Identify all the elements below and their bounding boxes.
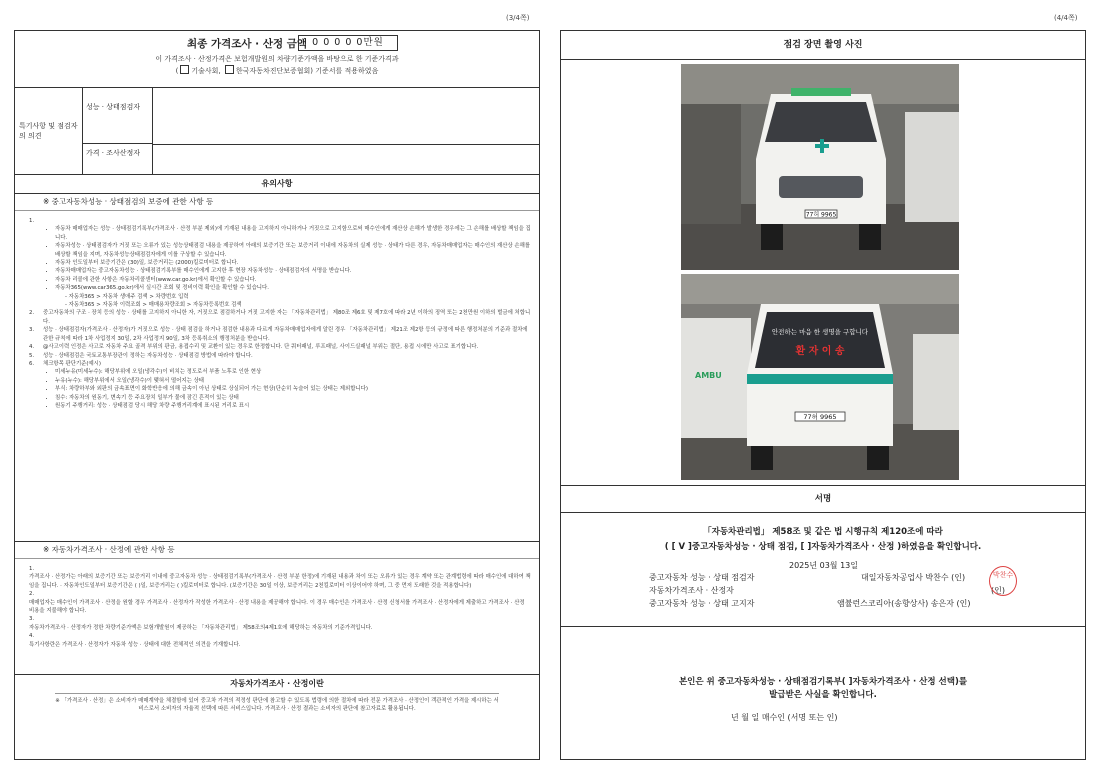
- item-number: 3.: [29, 327, 35, 334]
- bullet-list: [29, 368, 531, 410]
- pricing-list: [15, 559, 539, 675]
- item-body: [29, 573, 531, 590]
- bullet-item: • 자동차365(www.car365.go.kr)에서 실시간 조회 및 정비이력 확인을 확인할 수 있습니다.: [55, 284, 531, 292]
- bullet-item: • 미세누유(미세누수): 해당부위에 오일(냉각수)이 비치는 정도로서 부품 노후로 인한 현상: [55, 368, 531, 376]
- item-text: 성능 · 상태점검은 국토교통부장관이 정하는 자동차성능 · 상태점검 방법에 따라야 합니다.: [43, 352, 253, 359]
- item-number: 3.: [29, 616, 35, 623]
- front-plate-text: 77허 9965: [805, 211, 837, 219]
- item-number: 2.: [29, 591, 35, 598]
- item-body: [29, 641, 531, 649]
- buyer-confirmation-line2: 발급받은 사실을 확인합니다.: [769, 690, 877, 700]
- special-notes-section: [15, 88, 539, 175]
- item-number: 5.: [29, 352, 35, 359]
- rear-window-banner: 환 자 이 송: [795, 346, 845, 357]
- page-number-right: (4/4쪽): [1054, 14, 1078, 22]
- bullet-item: • 자동차성능 · 상태점검자가 거짓 또는 오류가 있는 성능상태점검 내용을 제공하여 아래의 보증기간 또는 보증거리 이내에 자동차의 실제 성능 · 상태가 다른 경우, 자동차매매업자는 매수인의 재산상 손해를 배상할 책임을 지며, 자동차성능상태점검자에게 이를 구상할 수 있습니다.: [55, 242, 531, 259]
- item-number: 1.: [29, 566, 35, 572]
- item-number: 4.: [29, 344, 35, 351]
- inspection-page-3: [14, 30, 540, 760]
- caution-list: [15, 211, 539, 542]
- page-number-left: (3/4쪽): [506, 14, 530, 22]
- seal-stamp: 박찬수: [989, 566, 1017, 596]
- item-body: [43, 326, 531, 343]
- signature-title: 서명: [561, 486, 1085, 513]
- side-text: AMBU: [695, 371, 722, 380]
- numbered-item: [29, 217, 531, 225]
- final-price-amount: 0 0 0 0 0만원: [298, 35, 398, 51]
- buyer-confirmation-line1: 본인은 위 중고자동차성능 · 상태점검기록부( ]자동차가격조사 · 산정 선택)를: [678, 677, 968, 687]
- sub-item: - 자동차365 > 자동차 생애주 검색 > 차량번호 입력: [65, 293, 189, 300]
- buyer-signature-line: 년 월 일 매수인 (서명 또는 인): [731, 713, 838, 722]
- final-price-title: 최종 가격조사 · 산정 금액: [187, 38, 308, 50]
- law-reference: 「자동차관리법」 제58조 및 같은 법 시행규칙 제120조에 따라: [703, 527, 943, 537]
- special-notes-label: 특기사항 및 점검자의 의견: [15, 88, 83, 174]
- front-photo: [681, 64, 959, 270]
- item-text: 성능 · 상태점검자(가격조사 · 산정자)가 거짓으로 성능 · 상태 점검을 하거나 점검한 내용과 다르게 자동차매매업자에게 알린 경우 「자동차관리법」 제21조 제2항 등의 규정에 따른 행정처분의 기준과 절차에 관한 규칙에 따라 1차 사업정지 30일, 2차 사업정지 90일, 3차 등록취소의 행정처분을 받습니다.: [43, 327, 528, 342]
- bullet-item: • 부식: 차량하부와 외판의 금속표면이 화학반응에 의해 금속이 아닌 상태로 상실되어 가는 현상(단순히 녹슬어 있는 상태는 제외합니다): [55, 385, 531, 393]
- numbered-item: [29, 309, 531, 326]
- item-text: 중고자동차의 구조 · 장치 등의 성능 · 상태를 고지하지 아니한 자, 거짓으로 점검하거나 거짓 고지한 자는 「자동차관리법」 제80조 제6호 및 제7호에 따라 2년 이하의 징역 또는 2천만원 이하의 벌금에 처합니다.: [43, 310, 531, 325]
- bullet-item: • 자동차 매매업자는 성능 · 상태점검기록부(가격조사 · 산정 부분 제외)에 기재된 내용을 고지하지 아니하거나 거짓으로 고지함으로써 매수인에게 재산상 손해가 발생한 경우에는 그 손해를 배상할 책임을 집니다.: [55, 225, 531, 242]
- numbered-item: [29, 632, 531, 649]
- appraiser-opinion-label: 가격 · 조사산정자: [83, 144, 153, 174]
- item-text: 체크항목 판단기준(예시): [43, 360, 101, 367]
- bullet-item: • 침수: 자동차의 원동기, 변속기 등 주요장치 일부가 물에 잠긴 흔적이 있는 상태: [55, 394, 531, 402]
- item-text: 자동차가격조사 · 산정자가 정한 차량기준가액은 보험개발원이 제공하는 「자동차관리법」 제58조의4제1호에 해당하는 자동차의 기준가격입니다.: [29, 624, 373, 631]
- item-number: 4.: [29, 633, 35, 640]
- signer-value: 대일자동차공업사 박찬수 (인): [861, 573, 966, 582]
- signature-date: 2025년 03월 13일: [789, 561, 858, 570]
- definition-body: ※ 「가격조사 · 산정」은 소비자가 매매계약을 체결함에 있어 중고차 가격의 적정성 판단에 참고할 수 있도록 법령에 의한 절차에 따라 전문 가격조사 · 산정인이 객관적인 가격을 제시하는 서비스로서 소비자의 자율적 선택에 따른 서비스입니다. 가격조사 · 산정 결과는 소비자의 판단에 참고자료로 활용됩니다.: [55, 698, 499, 713]
- numbered-item: [29, 360, 531, 368]
- signature-section: [561, 513, 1085, 627]
- item-number: 2.: [29, 310, 35, 317]
- final-price-header: [15, 31, 539, 88]
- numbered-item: [29, 565, 531, 590]
- caution-title: 유의사항: [15, 175, 539, 194]
- numbered-item: [29, 590, 531, 615]
- divider: [153, 144, 539, 145]
- item-text: 특기사항란은 가격조사 · 산정자가 자동차 성능 · 상태에 대한 전체적인 의견을 기재합니다.: [29, 641, 241, 648]
- item-body: [29, 624, 531, 632]
- numbered-item: [29, 352, 531, 360]
- pricing-subtitle: ※ 자동차가격조사 · 산정에 관한 사항 등: [15, 542, 539, 559]
- item-number: 6.: [29, 360, 35, 367]
- item-body: [43, 360, 101, 368]
- bullet-item: • 원동기 주행거리: 성능 · 상태점검 당시 해당 차량 주행거리계에 표시된 거리로 표시: [55, 402, 531, 410]
- photo-section: [561, 60, 1085, 486]
- bullet-list: [29, 225, 531, 292]
- sub-item: - 자동차365 > 자동차 이력조회 > 매매용차량조회 > 자동차등록번호 검색: [65, 302, 242, 309]
- item-body: [43, 352, 253, 360]
- signer-label: 중고자동차 성능 · 상태 고지자: [649, 599, 755, 608]
- definition-title: 자동차가격조사 · 산정이란: [55, 675, 499, 694]
- item-body: [29, 599, 531, 616]
- signer-value: 앰뷸런스코리아(송향상사) 송은자 (인): [837, 599, 971, 608]
- caution-subtitle: ※ 중고자동차성능 · 상태점검의 보증에 관한 사항 등: [15, 194, 539, 211]
- item-text: @사고이력 인정은 사고로 자동차 주요 골격 부위의 판금, 용접수리 및 교환이 있는 경우로 한정합니다. 단 쿼터패널, 루프패널, 사이드실패널 부위는 절단, 용접 시에만 사고로 표기합니다.: [43, 344, 479, 351]
- final-price-description: 이 가격조사 · 산정가격은 보험개발원의 차량기준가액을 바탕으로 한 기준가격과 ( 기술사회, 한국자동차진단보증협회) 기준서를 적용하였음: [155, 55, 399, 75]
- photo-section-title: 점검 장면 촬영 사진: [561, 31, 1085, 60]
- checkbox-icon: [180, 65, 189, 74]
- rear-window-text: 안전하는 마음 한 생명을 구합니다: [771, 328, 869, 336]
- signer-label: 중고자동차 성능 · 상태 점검자: [649, 573, 755, 582]
- bullet-item: • 자동차 리콜에 관한 사항은 자동차리콜센터(www.car.go.kr)에서 확인할 수 있습니다.: [55, 276, 531, 284]
- item-body: [43, 343, 478, 351]
- inspection-page-4: [560, 30, 1086, 760]
- bullet-item: • 누유(누수): 해당부위에서 오일(냉각수)이 맺혀서 떨어지는 상태: [55, 377, 531, 385]
- item-text: 매매업자는 매수인이 가격조사 · 산정을 원할 경우 가격조사 · 산정자가 작성한 가격조사 · 산정 내용을 제공해야 합니다. 이 경우 매수인은 가격조사 · 산정 신청서를 가격조사 · 산정자에게 제출하고 가격조사 · 산정 비용을 지불해야 합니다.: [29, 599, 525, 615]
- confirmation-statement: ( [ V ]중고자동차성능 · 상태 점검, [ ]자동차가격조사 · 산정 )하였음을 확인합니다.: [664, 542, 982, 552]
- inspector-opinion-label: 성능 · 상태점검자: [83, 88, 153, 144]
- checkbox-icon: [225, 65, 234, 74]
- numbered-item: [29, 326, 531, 343]
- rear-plate-text: 77허 9965: [803, 413, 837, 421]
- numbered-item: [29, 343, 531, 351]
- item-body: [43, 309, 531, 326]
- signer-value: (인): [991, 586, 1005, 595]
- bullet-item: • 자동차매매업자는 중고자동차성능 · 상태점검기록부를 매수인에게 고지한 후 현장 자동차성능 · 상태점검자의 서명을 받습니다.: [55, 267, 531, 275]
- signer-label: 자동차가격조사 · 산정자: [649, 586, 734, 595]
- rear-photo: [681, 274, 959, 480]
- item-text: 가격조사 · 산정가는 아래의 보증기간 또는 보증거리 이내에 중고자동차 성능 · 상태점검기록부(가격조사 · 산정 부분 한정)에 기재된 내용과 차이 또는 오류가 있는 경우 계약 또는 관계법령에 따라 매수인에 대하여 책임을 집니다. · 자동차인도일부터 보증기간은 ( )일, 보증거리는 ( )킬로미터로 합니다. (보증기간은 30일 이상, 보증거리는 2천킬로미터 이상이어야 하며, 그 중 먼저 도래한 것을 적용합니다): [29, 574, 531, 589]
- numbered-item: [29, 615, 531, 632]
- bullet-item: • 자동차 인도일부터 보증기간은 (30)일, 보증거리는 (2000)킬로미터로 합니다.: [55, 259, 531, 267]
- item-number: 1.: [29, 218, 35, 224]
